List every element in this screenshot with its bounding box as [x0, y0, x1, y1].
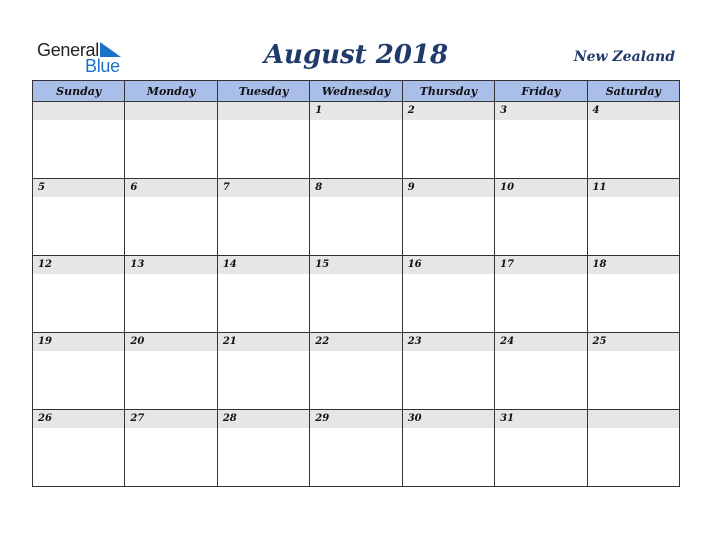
- day-number: 21: [218, 333, 309, 351]
- day-number: 15: [310, 256, 401, 274]
- day-cell: [310, 102, 402, 179]
- country-label: New Zealand: [573, 49, 675, 65]
- day-number: 9: [403, 179, 494, 197]
- day-number: 11: [588, 179, 679, 197]
- day-number: [125, 102, 216, 120]
- day-cell: [495, 333, 587, 410]
- day-cell: [587, 410, 679, 487]
- day-number: 16: [403, 256, 494, 274]
- day-cell: [587, 333, 679, 410]
- weekday-header: Saturday: [587, 81, 679, 102]
- day-cell: [125, 179, 217, 256]
- day-cell: [402, 410, 494, 487]
- day-number: 7: [218, 179, 309, 197]
- day-cell: [125, 333, 217, 410]
- day-number: 29: [310, 410, 401, 428]
- week-row: [33, 179, 680, 256]
- day-cell: [310, 333, 402, 410]
- logo-text-general: General: [37, 40, 99, 60]
- weekday-header: Monday: [125, 81, 217, 102]
- day-cell: [587, 102, 679, 179]
- day-number: 28: [218, 410, 309, 428]
- day-cell: [125, 256, 217, 333]
- weekday-header: Thursday: [402, 81, 494, 102]
- weekday-header: Tuesday: [217, 81, 309, 102]
- day-cell: [33, 333, 125, 410]
- day-number: 13: [125, 256, 216, 274]
- day-number: 4: [588, 102, 679, 120]
- day-cell: [402, 102, 494, 179]
- day-number: 5: [33, 179, 124, 197]
- day-number: 1: [310, 102, 401, 120]
- day-cell: [495, 179, 587, 256]
- day-number: 12: [33, 256, 124, 274]
- day-number: 20: [125, 333, 216, 351]
- day-cell: [310, 179, 402, 256]
- week-row: [33, 410, 680, 487]
- day-number: 10: [495, 179, 586, 197]
- day-number: 18: [588, 256, 679, 274]
- day-number: 27: [125, 410, 216, 428]
- day-number: 30: [403, 410, 494, 428]
- weekday-header: Wednesday: [310, 81, 402, 102]
- day-number: 17: [495, 256, 586, 274]
- day-cell: [217, 410, 309, 487]
- day-number: 8: [310, 179, 401, 197]
- day-cell: [33, 102, 125, 179]
- day-cell: [402, 256, 494, 333]
- day-number: 23: [403, 333, 494, 351]
- day-number: 14: [218, 256, 309, 274]
- day-cell: [217, 256, 309, 333]
- day-cell: [217, 333, 309, 410]
- weekday-header-row: [33, 81, 680, 102]
- calendar-title: August 2018: [263, 40, 449, 70]
- day-cell: [125, 410, 217, 487]
- day-cell: [33, 256, 125, 333]
- weekday-header: Friday: [495, 81, 587, 102]
- day-number: 2: [403, 102, 494, 120]
- day-cell: [33, 179, 125, 256]
- week-row: [33, 333, 680, 410]
- day-number: 26: [33, 410, 124, 428]
- weekday-header: Sunday: [33, 81, 125, 102]
- day-number: 31: [495, 410, 586, 428]
- day-cell: [402, 179, 494, 256]
- day-cell: [402, 333, 494, 410]
- day-number: 25: [588, 333, 679, 351]
- day-number: 3: [495, 102, 586, 120]
- day-cell: [310, 256, 402, 333]
- day-cell: [587, 179, 679, 256]
- day-number: [33, 102, 124, 120]
- day-cell: [217, 102, 309, 179]
- day-cell: [310, 410, 402, 487]
- day-cell: [33, 410, 125, 487]
- day-number: 19: [33, 333, 124, 351]
- day-number: [588, 410, 679, 428]
- day-cell: [125, 102, 217, 179]
- week-row: [33, 102, 680, 179]
- day-cell: [495, 256, 587, 333]
- month-calendar: [32, 80, 680, 487]
- day-number: [218, 102, 309, 120]
- day-number: 22: [310, 333, 401, 351]
- day-cell: [587, 256, 679, 333]
- week-row: [33, 256, 680, 333]
- logo-text-blue: Blue: [85, 56, 120, 76]
- day-cell: [495, 410, 587, 487]
- day-number: 6: [125, 179, 216, 197]
- day-number: 24: [495, 333, 586, 351]
- day-cell: [217, 179, 309, 256]
- day-cell: [495, 102, 587, 179]
